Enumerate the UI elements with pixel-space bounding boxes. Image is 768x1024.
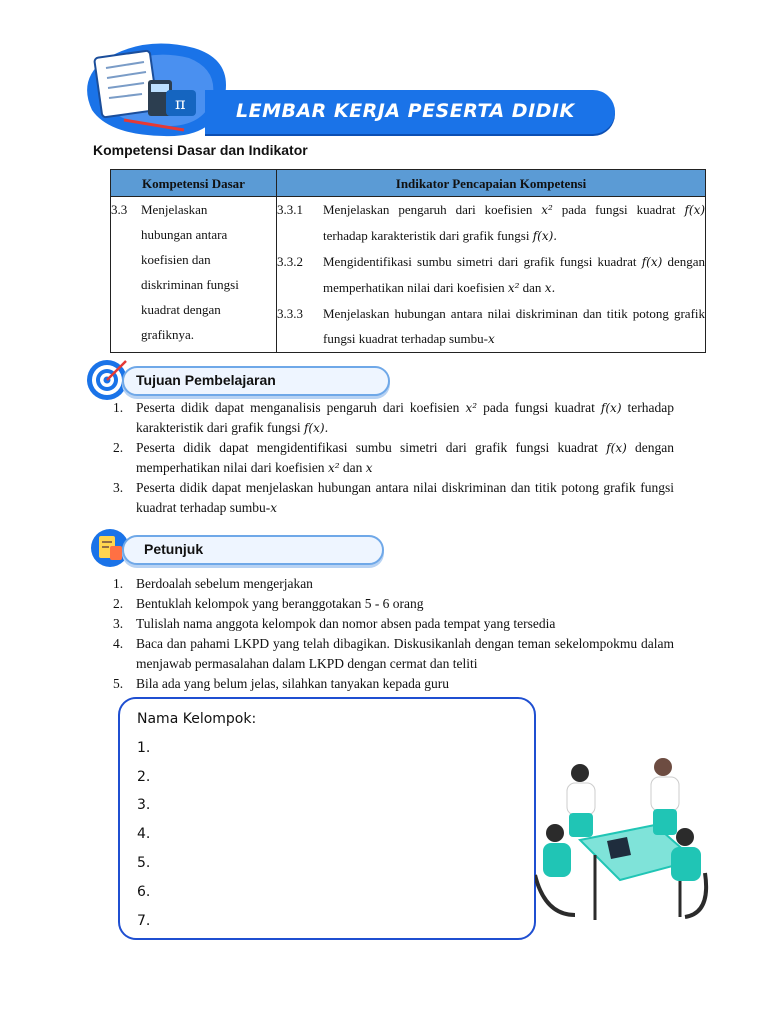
list-number: 1. — [113, 400, 124, 415]
group-number: 7. — [137, 913, 151, 929]
math-fx: f(x). — [532, 229, 558, 243]
list-number: 1. — [113, 576, 124, 591]
kd-line: diskriminan fungsi — [141, 277, 239, 292]
math-x-squared: x² — [541, 203, 553, 217]
list-number: 5. — [113, 676, 124, 691]
math-x-squared: x² — [327, 461, 340, 475]
list-text: dan — [342, 460, 363, 475]
list-text: Peserta didik dapat menjelaskan hubungan antara nilai diskriminan dan titik potong grafik fungsi kuadrat terhadap sumbu- — [136, 480, 674, 515]
math-x: x — [365, 461, 373, 475]
indicator-item — [277, 249, 705, 301]
table-header-indicator: Indikator Pencapaian Kompetensi — [277, 170, 706, 197]
indicator-number: 3.3.2 — [277, 254, 303, 269]
table-header-kd: Kompetensi Dasar — [111, 170, 277, 197]
list-text: Baca dan pahami LKPD yang telah dibagikan. Diskusikanlah dengan teman sekelompokmu dalam menjawab permasalahan dalam LKPD dengan cermat dan teliti — [136, 636, 674, 671]
competency-table — [110, 169, 706, 353]
group-discussion-illustration — [535, 745, 715, 930]
table-row — [111, 197, 706, 353]
group-number: 2. — [137, 769, 151, 785]
list-item — [113, 614, 674, 634]
list-number: 2. — [113, 440, 124, 455]
list-text: dengan memperhatikan nilai dari koefisien — [136, 440, 675, 475]
kd-number: 3.3 — [111, 202, 128, 217]
math-fx: f(x) — [684, 203, 706, 217]
list-number: 3. — [113, 480, 124, 495]
list-text: Bila ada yang belum jelas, silahkan tanyakan kepada guru — [136, 676, 450, 691]
kd-line: kuadrat dengan — [141, 302, 221, 317]
kd-line: koefisien dan — [141, 252, 211, 267]
indicator-number: 3.3.3 — [277, 306, 303, 321]
group-name-box — [118, 697, 536, 940]
list-item — [113, 574, 674, 594]
section-title: Kompetensi Dasar dan Indikator — [93, 142, 308, 158]
indicator-text: potong grafik fungsi kuadrat terhadap sumbu- — [323, 306, 706, 346]
indicator-text: dan — [522, 280, 542, 295]
group-number: 1. — [137, 740, 151, 756]
indicator-text: Menjelaskan hubungan antara nilai diskriminan dan titik — [323, 306, 628, 321]
math-fx: f(x). — [303, 421, 329, 435]
list-item — [113, 594, 674, 614]
list-text: Bentuklah kelompok yang beranggotakan 5 - 6 orang — [136, 596, 424, 611]
kd-line: Menjelaskan — [141, 202, 208, 217]
kd-line: grafiknya. — [141, 327, 195, 342]
list-item — [113, 398, 674, 438]
list-text: Berdoalah sebelum mengerjakan — [136, 576, 313, 591]
petunjuk-title: Petunjuk — [144, 541, 204, 557]
table-header-row — [111, 170, 706, 197]
list-text: Peserta didik dapat mengidentifikasi sumbu simetri dari grafik fungsi kuadrat — [136, 440, 598, 455]
math-fx: f(x) — [641, 255, 663, 269]
list-item — [113, 634, 674, 674]
list-text: pada fungsi kuadrat — [483, 400, 595, 415]
group-number: 3. — [137, 797, 151, 813]
pi-card-icon — [166, 90, 196, 116]
group-number: 6. — [137, 884, 151, 900]
indicator-number: 3.3.1 — [277, 202, 303, 217]
indicator-text: Menjelaskan pengaruh dari koefisien — [323, 202, 533, 217]
math-fx: f(x) — [600, 401, 622, 415]
petunjuk-list — [113, 574, 674, 694]
indicator-text: Mengidentifikasi sumbu simetri dari grafik fungsi kuadrat — [323, 254, 637, 269]
list-text: Peserta didik dapat menganalisis pengaruh dari koefisien — [136, 400, 460, 415]
group-label: Nama Kelompok: — [137, 711, 257, 727]
indicator-text: dengan memperhatikan nilai dari koefisien — [323, 254, 706, 295]
list-text: Tulislah nama anggota kelompok dan nomor absen pada tempat yang tersedia — [136, 616, 556, 631]
list-item — [113, 438, 674, 478]
page-title: LEMBAR KERJA PESERTA DIDIK — [236, 100, 575, 122]
group-number: 4. — [137, 826, 151, 842]
list-number: 3. — [113, 616, 124, 631]
indicator-item — [277, 197, 705, 249]
tujuan-title: Tujuan Pembelajaran — [136, 372, 276, 388]
math-x: x — [270, 501, 277, 515]
list-text: terhadap karakteristik dari grafik fungsi — [136, 400, 675, 435]
indicator-text: pada fungsi kuadrat — [561, 202, 676, 217]
list-item — [113, 478, 674, 518]
indicator-item — [277, 301, 705, 352]
math-x: x — [487, 332, 495, 346]
list-item — [113, 674, 674, 694]
indicator-text: terhadap karakteristik dari grafik fungsi — [323, 228, 530, 243]
kd-line: hubungan antara — [141, 227, 228, 242]
tujuan-list — [113, 398, 674, 518]
math-x-squared: x² — [507, 281, 520, 295]
kd-cell — [111, 197, 277, 353]
laptop-icon — [607, 837, 631, 859]
svg-text:π: π — [175, 94, 186, 113]
math-x: x. — [544, 281, 556, 295]
math-x-squared: x² — [465, 401, 478, 415]
indicator-cell — [277, 197, 706, 353]
list-number: 4. — [113, 636, 124, 651]
math-fx: f(x) — [606, 441, 627, 455]
group-number: 5. — [137, 855, 151, 871]
list-number: 2. — [113, 596, 124, 611]
